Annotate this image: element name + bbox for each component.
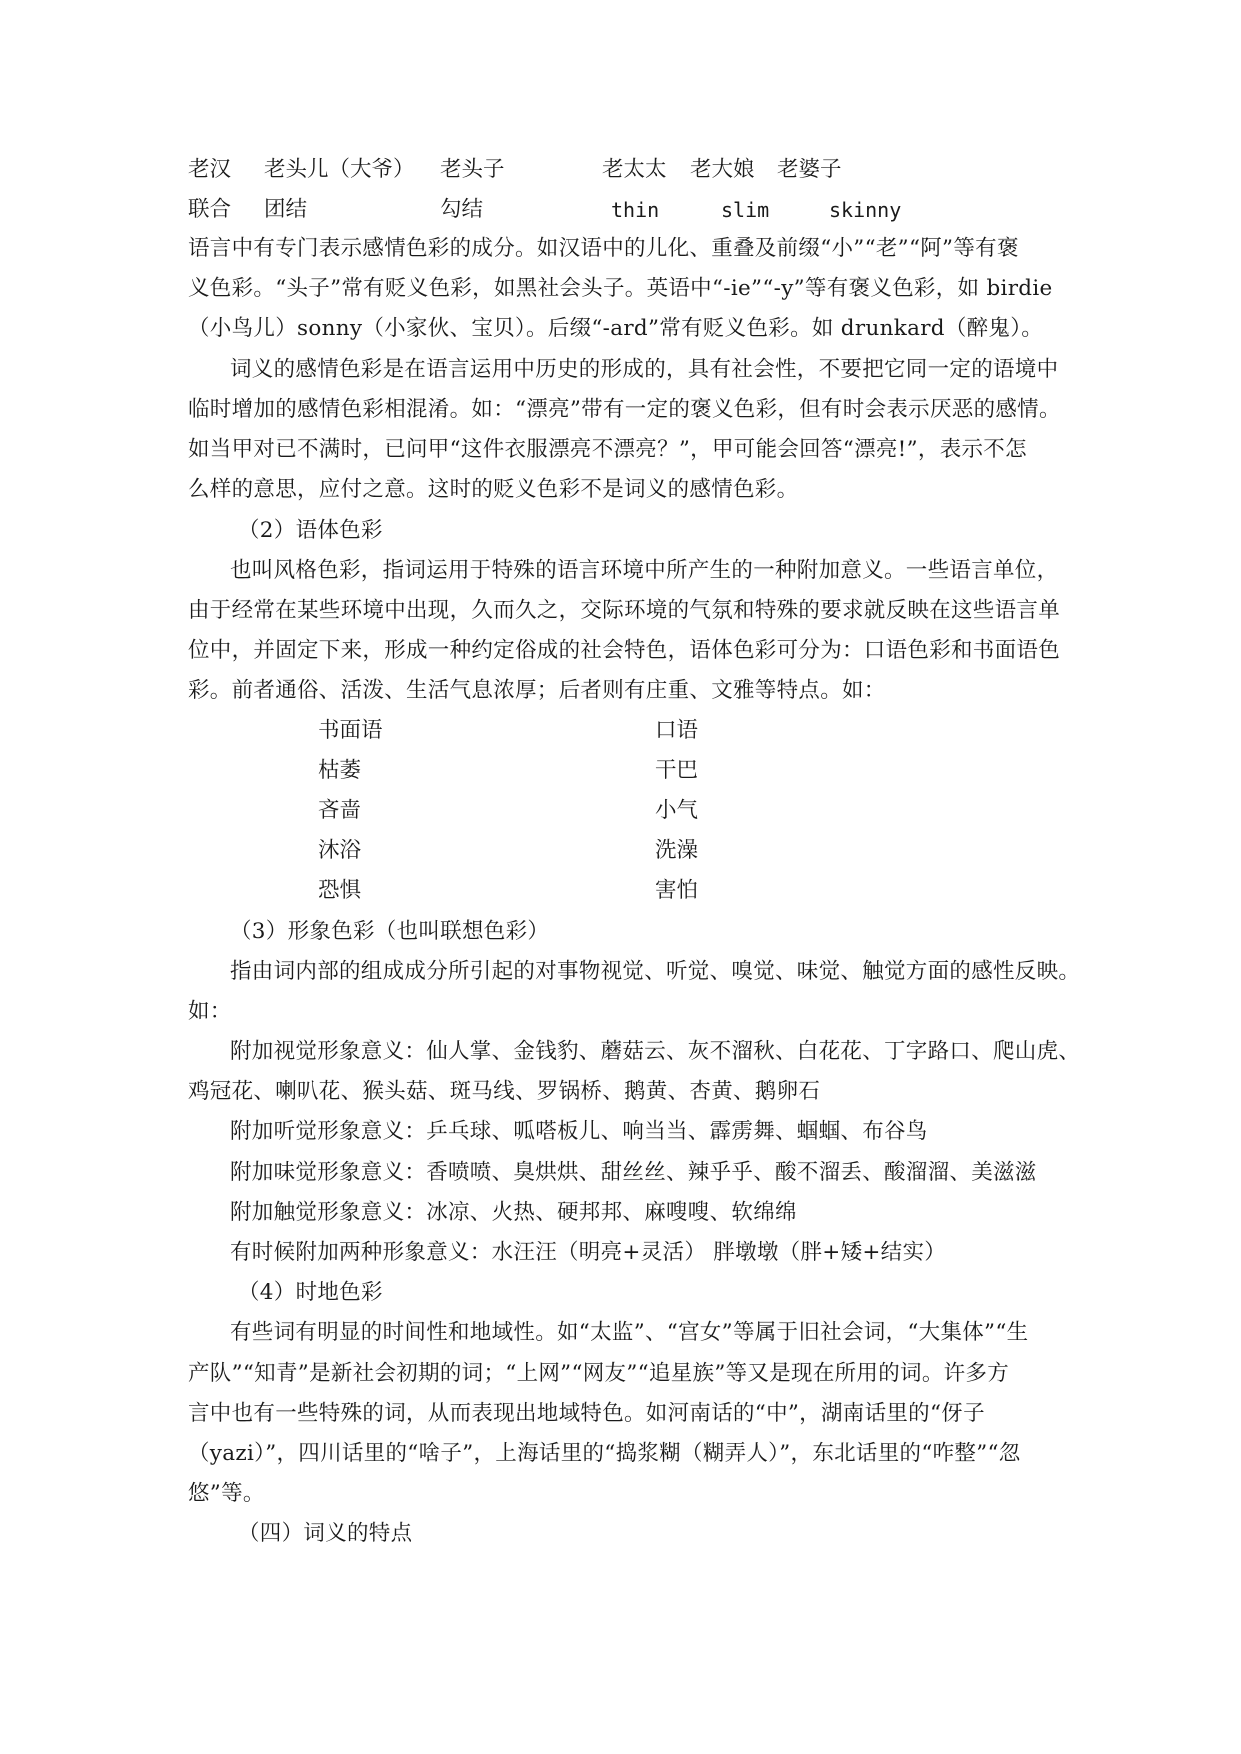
paragraph-line: 么样的意思，应付之意。这时的贬义色彩不是词义的感情色彩。 (188, 477, 799, 502)
paragraph-line: 有些词有明显的时间性和地域性。如“太监”、“宫女”等属于旧社会词，“大集体”“生 (230, 1320, 1029, 1345)
word-cell: thin (611, 198, 660, 222)
word-cell: 老头子 (440, 157, 505, 182)
word-cell: 勾结 (440, 197, 484, 222)
section-heading: （2）语体色彩 (238, 518, 383, 543)
section-heading: （四）词义的特点 (238, 1521, 413, 1546)
paragraph-line: 产队”“知青”是新社会初期的词；“上网”“网友”“追星族”等又是现在所用的词。许多方 (188, 1361, 1010, 1386)
word-cell: 老头儿（大爷） (264, 157, 415, 182)
paragraph-line: 如： (188, 999, 232, 1024)
table-cell: 洗澡 (655, 838, 699, 863)
table-cell: 害怕 (655, 878, 699, 903)
paragraph-line: 也叫风格色彩，指词运用于特殊的语言环境中所产生的一种附加意义。一些语言单位， (230, 558, 1059, 583)
word-cell: skinny (829, 198, 902, 222)
paragraph-line: 位中，并固定下来，形成一种约定俗成的社会特色，语体色彩可分为：口语色彩和书面语色 (188, 638, 1061, 663)
paragraph-line: 附加听觉形象意义：乒乓球、呱嗒板儿、响当当、霹雳舞、蝈蝈、布谷鸟 (230, 1119, 928, 1144)
table-cell: 恐惧 (318, 878, 362, 903)
table-cell: 干巴 (655, 758, 699, 783)
paragraph-line: 由于经常在某些环境中出现，久而久之，交际环境的气氛和特殊的要求就反映在这些语言单 (188, 598, 1061, 623)
paragraph-line: 临时增加的感情色彩相混淆。如：“漂亮”带有一定的褒义色彩，但有时会表示厌恶的感情。 (188, 397, 1061, 422)
paragraph-line: 词义的感情色彩是在语言运用中历史的形成的，具有社会性，不要把它同一定的语境中 (230, 357, 1059, 382)
word-cell: 联合 (188, 197, 232, 222)
paragraph-line: 指由词内部的组成成分所引起的对事物视觉、听觉、嗅觉、味觉、触觉方面的感性反映。 (230, 959, 1081, 984)
table-header: 口语 (655, 718, 699, 743)
table-cell: 吝啬 (318, 798, 362, 823)
word-cell: slim (721, 198, 770, 222)
paragraph-line: 附加触觉形象意义：冰凉、火热、硬邦邦、麻嗖嗖、软绵绵 (230, 1200, 797, 1225)
paragraph-line: 义色彩。“头子”常有贬义色彩，如黑社会头子。英语中“-ie”“-y”等有褒义色彩，如 birdie (188, 276, 1053, 301)
table-cell: 沐浴 (318, 838, 362, 863)
paragraph-line: （yazi）”，四川话里的“啥子”，上海话里的“捣浆糊（糊弄人）”，东北话里的“咋整”“忽 (188, 1441, 1021, 1466)
word-cell: 老大娘 (690, 157, 755, 182)
paragraph-line: 悠”等。 (188, 1481, 265, 1506)
paragraph-line: 彩。前者通俗、活泼、生活气息浓厚；后者则有庄重、文雅等特点。如： (188, 678, 886, 703)
word-cell: 老太太 (602, 157, 667, 182)
table-cell: 小气 (655, 798, 699, 823)
word-cell: 老汉 (188, 157, 232, 182)
section-heading: （3）形象色彩（也叫联想色彩） (230, 919, 550, 944)
section-heading: （4）时地色彩 (238, 1280, 383, 1305)
paragraph-line: 附加视觉形象意义：仙人掌、金钱豹、蘑菇云、灰不溜秋、白花花、丁字路口、爬山虎、 (230, 1039, 1081, 1064)
paragraph-line: 有时候附加两种形象意义：水汪汪（明亮+灵活） 胖墩墩（胖+矮+结实） (230, 1240, 947, 1265)
paragraph-line: 语言中有专门表示感情色彩的成分。如汉语中的儿化、重叠及前缀“小”“老”“阿”等有褒 (188, 236, 1019, 261)
paragraph-line: 附加味觉形象意义：香喷喷、臭烘烘、甜丝丝、辣乎乎、酸不溜丢、酸溜溜、美滋滋 (230, 1160, 1037, 1185)
paragraph-line: 鸡冠花、喇叭花、猴头菇、斑马线、罗锅桥、鹅黄、杏黄、鹅卵石 (188, 1079, 821, 1104)
paragraph-line: 如当甲对已不满时，已问甲“这件衣服漂亮不漂亮？”，甲可能会回答“漂亮!”，表示不怎 (188, 437, 1027, 462)
table-cell: 枯萎 (318, 758, 362, 783)
paragraph-line: 言中也有一些特殊的词，从而表现出地域特色。如河南话的“中”，湖南话里的“伢子 (188, 1401, 985, 1426)
word-cell: 团结 (264, 197, 308, 222)
table-header: 书面语 (318, 718, 383, 743)
paragraph-line: （小鸟儿）sonny（小家伙、宝贝）。后缀“-ard”常有贬义色彩。如 drunkard（醉鬼）。 (188, 316, 1044, 341)
word-cell: 老婆子 (777, 157, 842, 182)
